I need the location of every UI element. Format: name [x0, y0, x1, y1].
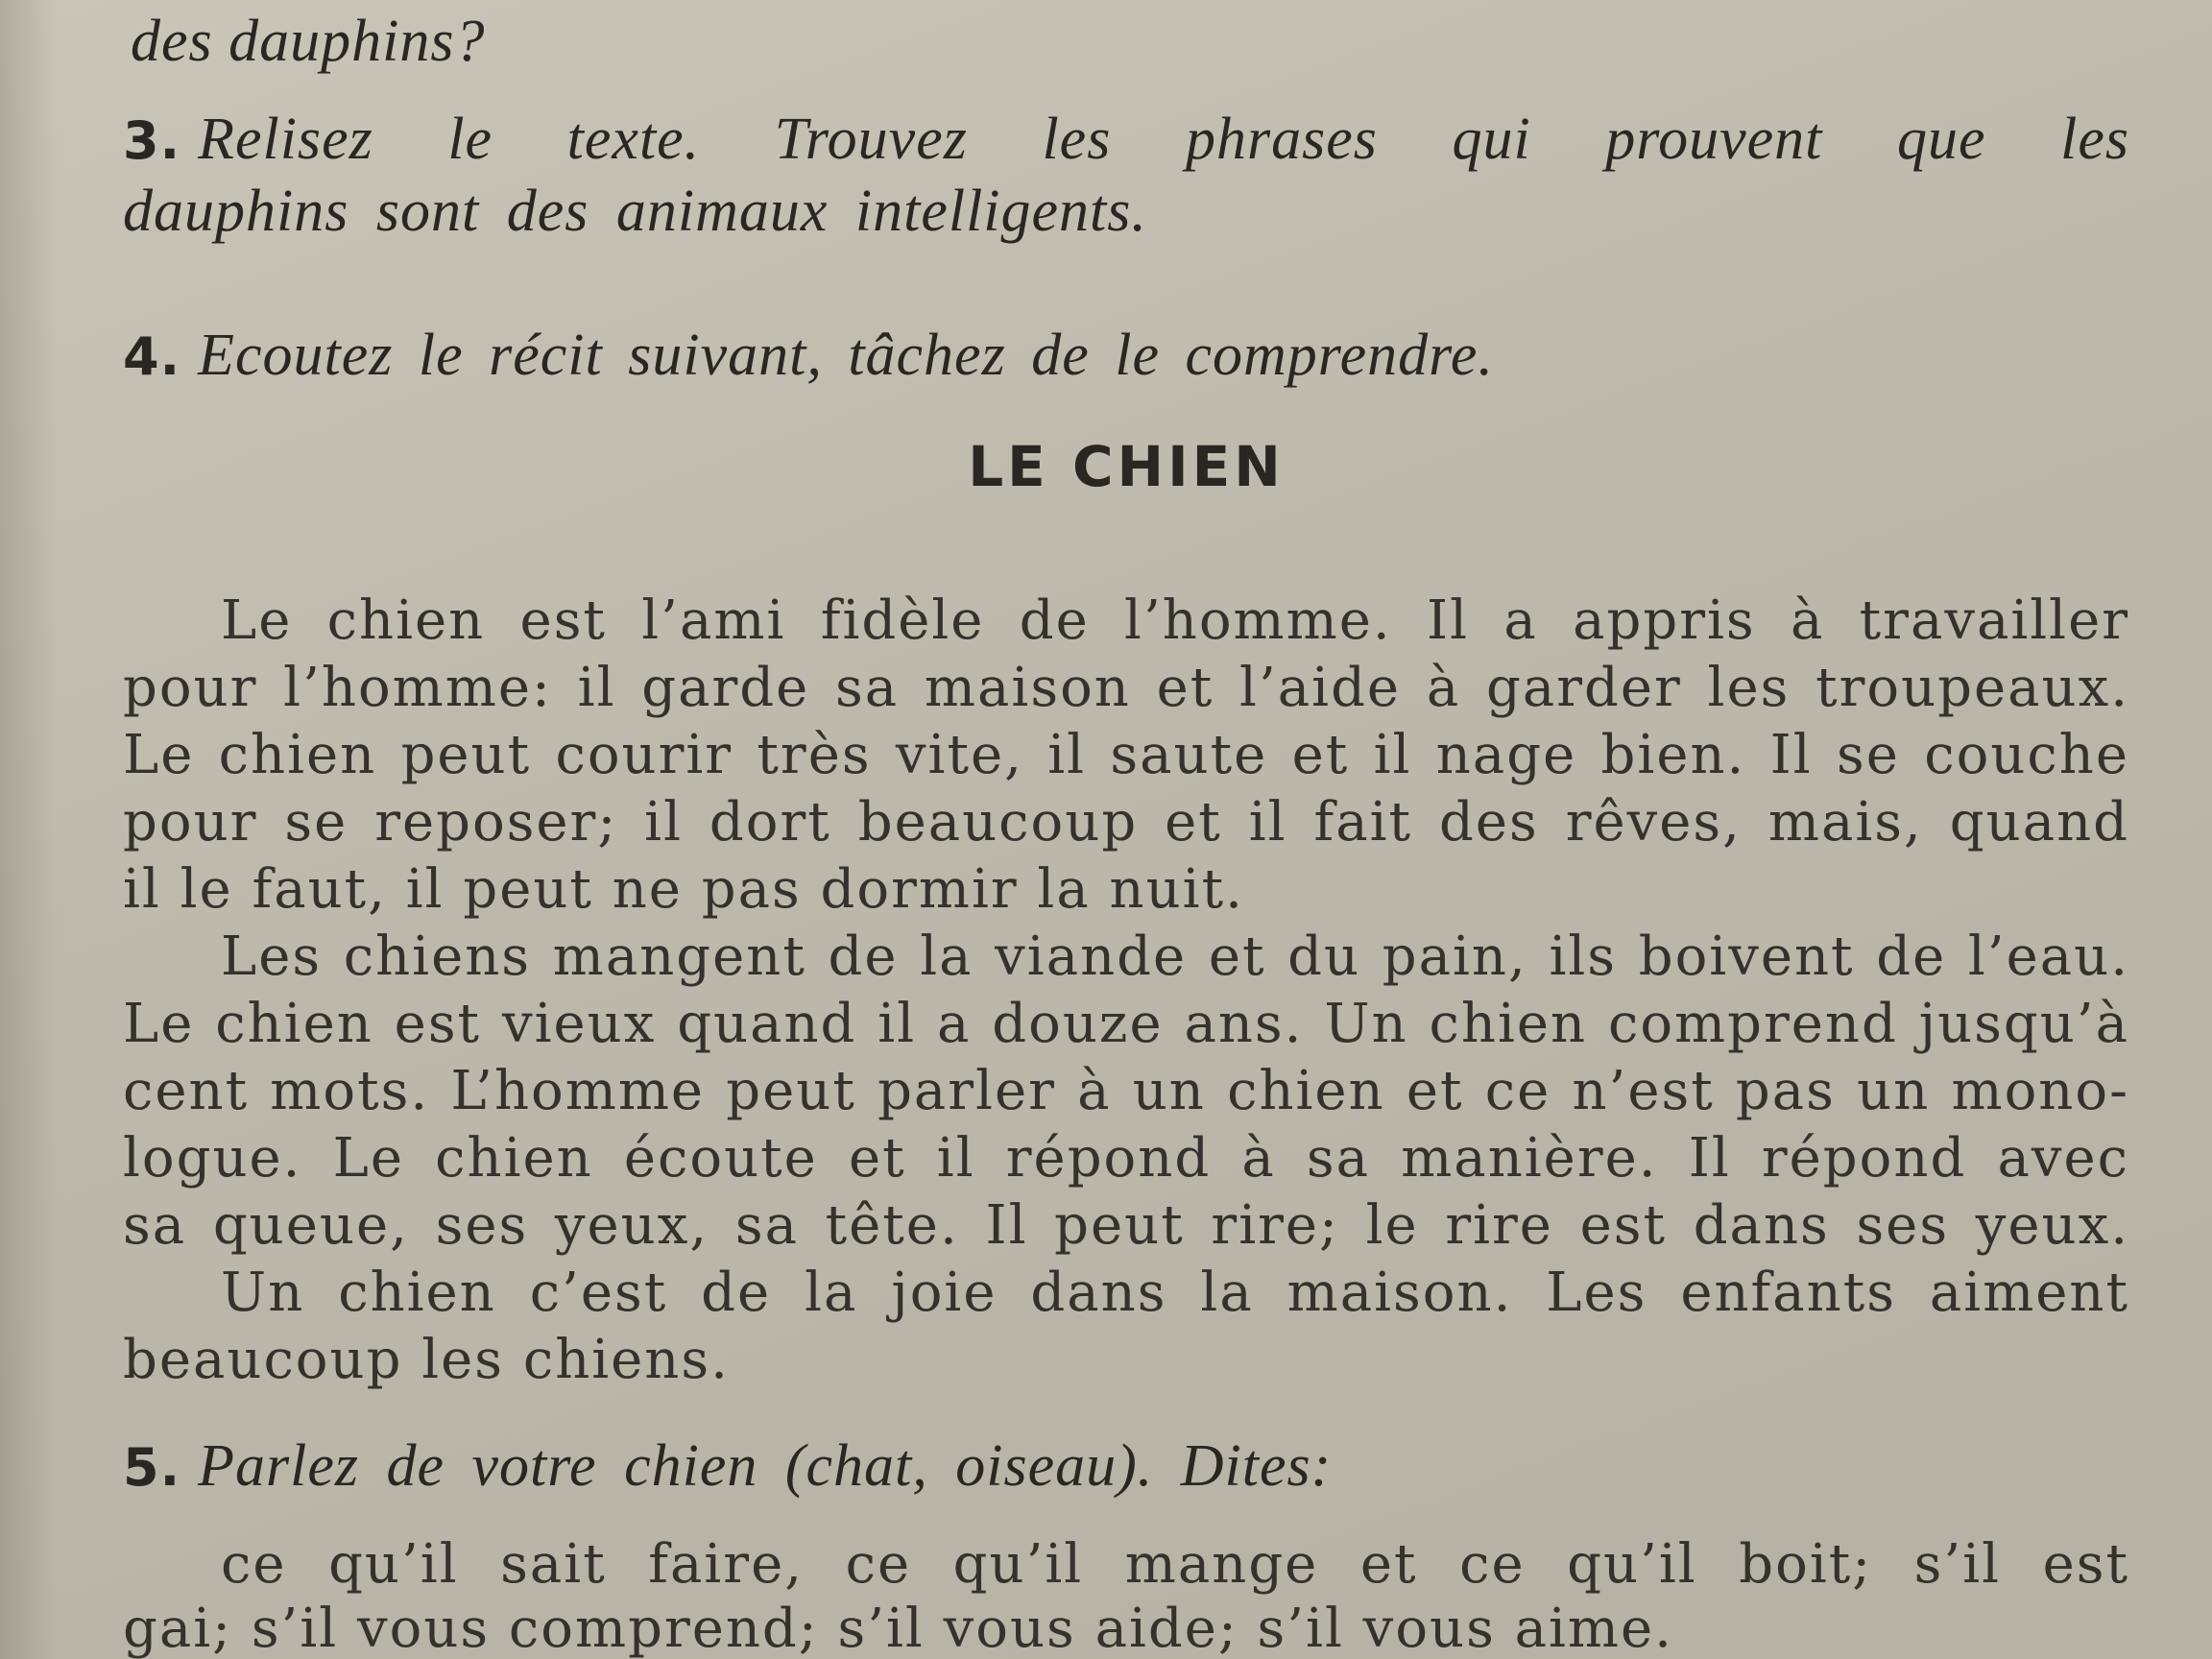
exercise-3-text-1: Relisez le texte. Trouvez les phrases qui prouvent que les [198, 107, 2129, 172]
story-line-4: pour se reposer; il dort beaucoup et il fait des rêves, mais, quand [123, 791, 2129, 854]
story-line-7: Le chien est vieux quand il a douze ans. Un chien comprend jusqu’à [123, 993, 2129, 1055]
story-line-1: Le chien est l’ami fidèle de l’homme. Il a appris à travailler [221, 589, 2129, 652]
story-line-11: Un chien c’est de la joie dans la maison. Les enfants aiment [221, 1262, 2129, 1324]
story-line-6: Les chiens mangent de la viande et du pain, ils boivent de l’eau. [221, 926, 2129, 988]
story-line-10: sa queue, ses yeux, sa tête. Il peut rire; le rire est dans ses yeux. [123, 1194, 2129, 1257]
story-line-3: Le chien peut courir très vite, il saute et il nage bien. Il se couche [123, 724, 2129, 786]
exercise-5-number: 5. [123, 1437, 181, 1498]
exercise-3-number: 3. [123, 110, 181, 171]
story-line-9: logue. Le chien écoute et il répond à sa manière. Il répond avec [123, 1127, 2129, 1190]
exercise-5-text: Parlez de votre chien (chat, oiseau). Dites: [198, 1433, 1333, 1499]
exercise-3-line-1 [123, 106, 2129, 175]
exercise-5-answer-line-2: gai; s’il vous comprend; s’il vous aide; s’il vous aime. [123, 1598, 1673, 1659]
page-shadow [0, 0, 58, 1659]
story-title: LE CHIEN [968, 434, 1285, 499]
exercise-5-answer-line-1: ce qu’il sait faire, ce qu’il mange et ce qu’il boit; s’il est [221, 1533, 2129, 1596]
exercise-5-line [123, 1432, 1332, 1502]
exercise-4-number: 4. [123, 326, 181, 387]
top-line: des dauphins? [131, 9, 486, 74]
exercise-4-line [123, 322, 1494, 391]
story-line-8: cent mots. L’homme peut parler à un chien et ce n’est pas un mono- [123, 1060, 2129, 1122]
exercise-3-line-2: dauphins sont des animaux intelligents. [123, 179, 1147, 244]
exercise-4-text: Ecoutez le récit suivant, tâchez de le comprendre. [198, 323, 1494, 388]
story-line-12: beaucoup les chiens. [123, 1329, 730, 1391]
story-line-5: il le faut, il peut ne pas dormir la nuit. [123, 858, 1244, 921]
story-line-2: pour l’homme: il garde sa maison et l’aide à garder les troupeaux. [123, 657, 2129, 719]
